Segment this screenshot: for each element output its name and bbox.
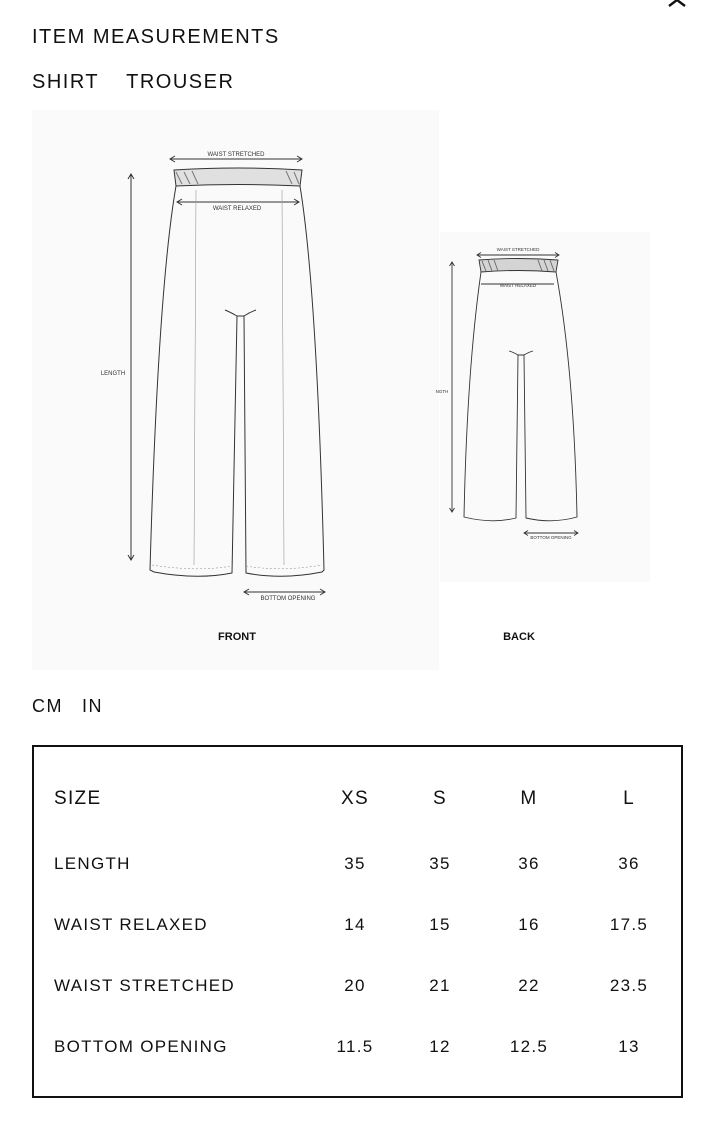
front-caption: FRONT: [218, 631, 256, 643]
table-row-bottom-opening: [34, 1037, 681, 1067]
table-row-waist-relaxed: [34, 915, 681, 945]
table-cell: 35: [429, 854, 451, 873]
back-caption: BACK: [503, 631, 535, 643]
row-label: BOTTOM OPENING: [54, 1037, 228, 1056]
table-row-length: [34, 854, 681, 884]
table-cell: 22: [518, 976, 540, 995]
back-bottom-opening-label: BOTTOM OPENING: [530, 535, 572, 540]
table-cell: 17.5: [609, 915, 649, 934]
table-cell: 23.5: [609, 976, 649, 995]
trouser-diagram: [32, 110, 682, 670]
unit-in[interactable]: IN: [82, 696, 103, 716]
table-cell: 11.5: [336, 1037, 374, 1056]
front-bottom-opening-label: BOTTOM OPENING: [260, 596, 316, 602]
header-size-m: M: [520, 788, 538, 809]
table-cell: 15: [429, 915, 451, 934]
front-waist-stretched-label: WAIST STRETCHED: [207, 152, 265, 158]
tab-trouser[interactable]: TROUSER: [126, 71, 235, 93]
close-icon[interactable]: [662, 0, 692, 8]
back-diagram-background: [440, 232, 650, 582]
back-length-label: NGTH: [435, 389, 449, 394]
header-size-xs: XS: [341, 788, 369, 809]
back-waist-relaxed-label: WAIST RELAXED: [499, 283, 537, 288]
table-cell: 12: [429, 1037, 451, 1056]
table-cell: 16: [518, 915, 540, 934]
front-waist-relaxed-label: WAIST RELAXED: [212, 206, 262, 212]
row-label: LENGTH: [54, 854, 131, 873]
page-title: ITEM MEASUREMENTS: [32, 26, 280, 48]
table-cell: 20: [344, 976, 366, 995]
row-label: WAIST RELAXED: [54, 915, 208, 934]
front-length-label: LENGTH: [100, 371, 126, 377]
category-tabs: [32, 71, 234, 94]
table-cell: 35: [344, 854, 366, 873]
table-cell: 36: [618, 854, 640, 873]
back-waist-stretched-label: WAIST STRETCHED: [496, 247, 540, 252]
table-cell: 21: [429, 976, 451, 995]
header-size-s: S: [433, 788, 447, 809]
header-size-l: L: [623, 788, 635, 809]
table-cell: 36: [518, 854, 540, 873]
table-row-waist-stretched: [34, 976, 681, 1006]
table-cell: 12.5: [509, 1037, 549, 1056]
size-chart-table: [32, 745, 683, 1098]
table-header-row: [34, 788, 681, 818]
row-label: WAIST STRETCHED: [54, 976, 236, 995]
table-cell: 14: [344, 915, 366, 934]
tab-shirt[interactable]: SHIRT: [32, 71, 100, 93]
table-cell: 13: [618, 1037, 640, 1056]
header-size-label: SIZE: [54, 788, 102, 809]
unit-toggle: [32, 696, 103, 717]
unit-cm[interactable]: CM: [32, 696, 63, 716]
